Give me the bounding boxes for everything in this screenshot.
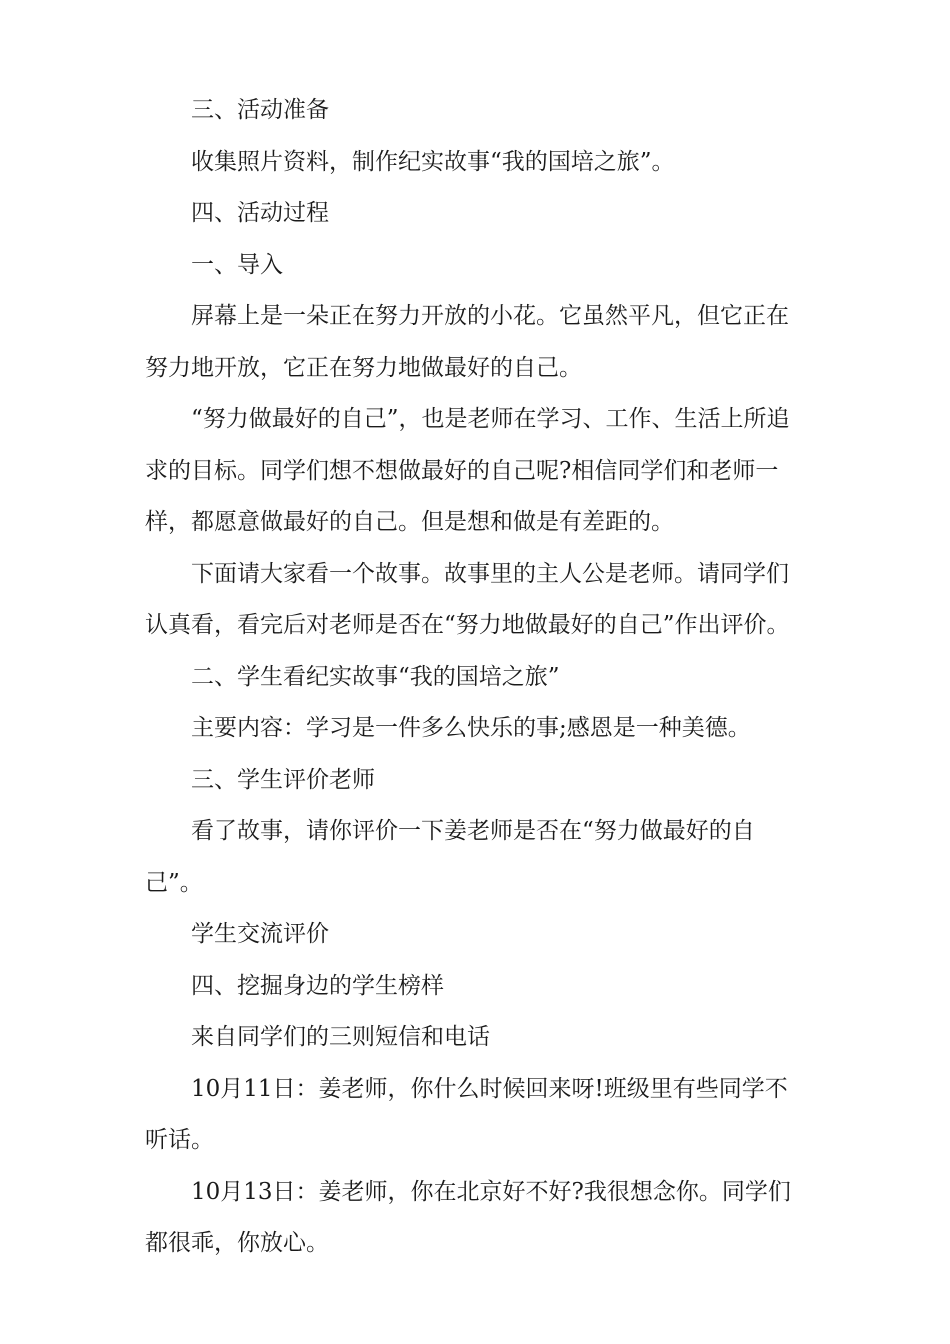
subheading-introduction: 一、导入: [191, 251, 283, 278]
paragraph-exchange: 学生交流评价: [191, 921, 329, 947]
paragraph-goal: “努力做最好的自己”，也是老师在学习、工作、生活上所追求的目标。同学们想不想做最好的自己呢?相信同学们和老师一样，都愿意做最好的自己。但是想和做是有差距的。: [145, 406, 790, 535]
paragraph-message-oct-11: 10月11日：姜老师，你什么时候回来呀!班级里有些同学不听话。: [145, 1075, 788, 1153]
paragraph-message-oct-13: 10月13日：姜老师，你在北京好不好?我很想念你。同学们都很乖，你放心。: [145, 1178, 791, 1256]
paragraph-preparation: 收集照片资料，制作纪实故事“我的国培之旅”。: [191, 148, 675, 175]
subheading-evaluate-teacher: 三、学生评价老师: [191, 766, 375, 793]
document-body: [145, 85, 810, 1270]
section-heading-activity-preparation: 三、活动准备: [191, 97, 329, 123]
paragraph-flower: 屏幕上是一朵正在努力开放的小花。它虽然平凡，但它正在努力地开放，它正在努力地做最好的自己。: [145, 303, 789, 381]
paragraph-evaluate: 看了故事，请你评价一下姜老师是否在“努力做最好的自己”。: [145, 818, 755, 896]
paragraph-messages-intro: 来自同学们的三则短信和电话: [191, 1024, 490, 1050]
section-heading-activity-process: 四、活动过程: [191, 200, 329, 226]
subheading-role-models: 四、挖掘身边的学生榜样: [191, 972, 444, 999]
paragraph-story-intro: 下面请大家看一个故事。故事里的主人公是老师。请同学们认真看，看完后对老师是否在“努力地做最好的自己”作出评价。: [145, 560, 790, 638]
subheading-watch-story: 二、学生看纪实故事“我的国培之旅”: [191, 663, 560, 690]
paragraph-main-content: 主要内容：学习是一件多么快乐的事;感恩是一种美德。: [191, 715, 751, 741]
